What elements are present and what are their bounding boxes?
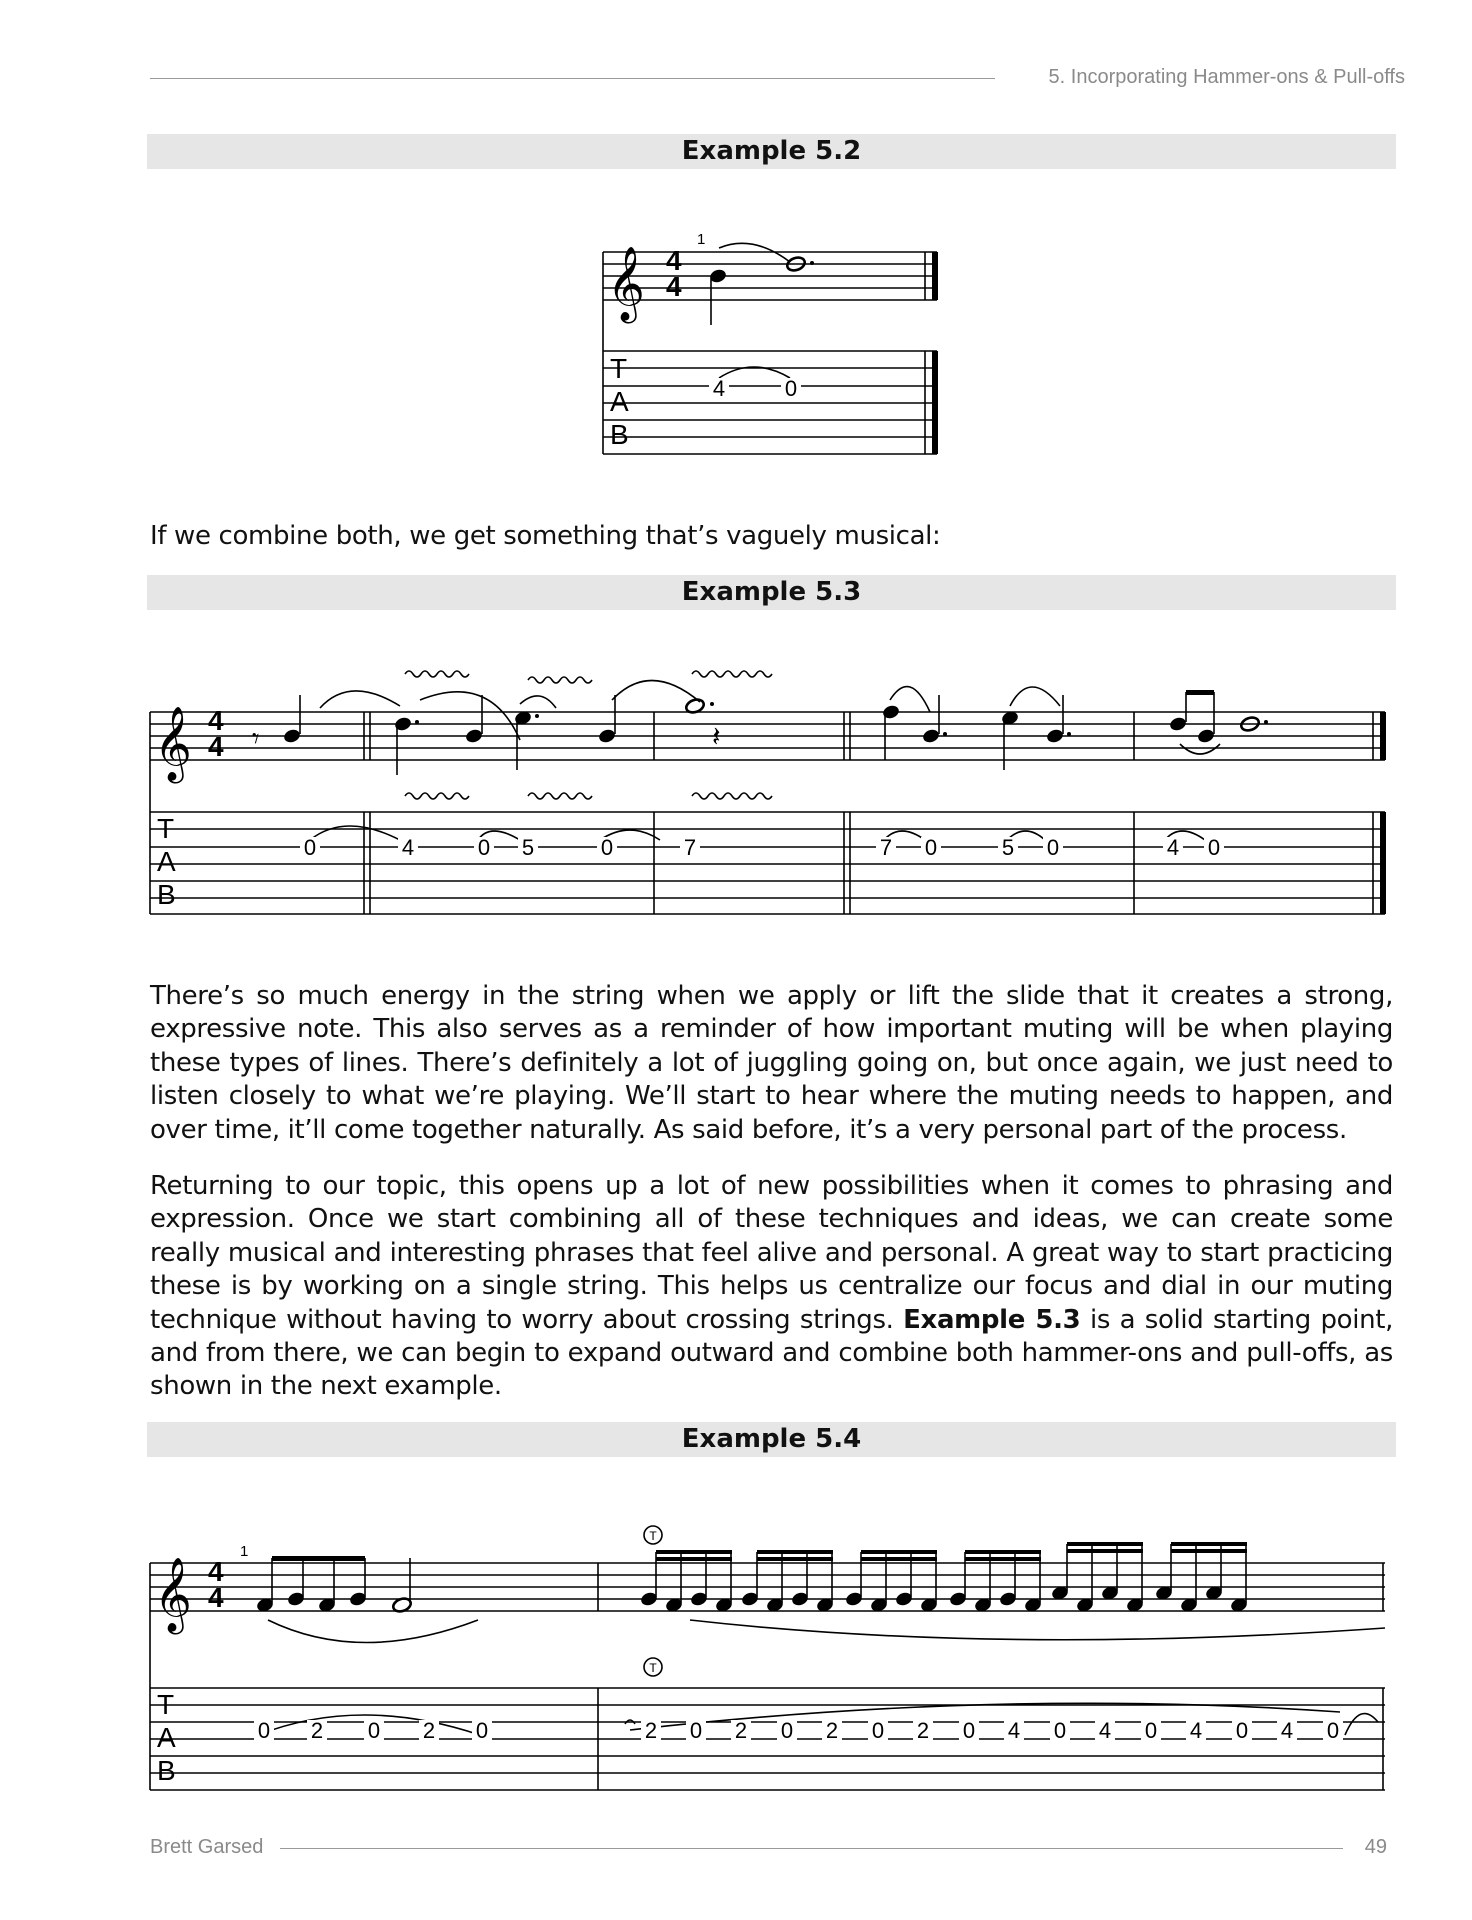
svg-text:T: T [649, 1661, 657, 1675]
example-5-2-title: Example 5.2 [147, 134, 1396, 169]
svg-text:0: 0 [600, 835, 614, 860]
intro-text: If we combine both, we get something that’s vaguely musical: [150, 521, 941, 551]
svg-text:0: 0 [871, 1718, 885, 1743]
svg-text:2: 2 [734, 1718, 748, 1743]
svg-text:4: 4 [1280, 1718, 1294, 1743]
svg-text:B: B [610, 419, 629, 450]
svg-text:𝄽: 𝄽 [712, 721, 721, 752]
svg-text:B: B [157, 1755, 176, 1786]
svg-text:B: B [157, 879, 176, 910]
svg-text:0: 0 [1235, 1718, 1249, 1743]
svg-text:2: 2 [825, 1718, 839, 1743]
svg-text:0: 0 [475, 1718, 489, 1743]
svg-text:4: 4 [666, 245, 682, 276]
measure-number: 1 [697, 231, 706, 248]
svg-text:4: 4 [208, 731, 224, 762]
svg-text:4: 4 [1189, 1718, 1203, 1743]
svg-text:T: T [649, 1529, 657, 1543]
svg-text:T: T [610, 353, 628, 384]
paragraph-2: Returning to our topic, this opens up a lot of new possibilities when it comes to phrasing and expression. Once we start combining all of these techniques and ideas, we can create some really musical and interesting phrases that feel alive and personal. A great way to start practicing these is by working on a single string. This helps us centralize our focus and dial in our muting technique without having to worry about crossing strings. Example 5.3 is a solid starting point, and from there, we can begin to expand outward and combine both hammer-ons and pull-offs, as shown in the next example. [150, 1171, 1393, 1402]
svg-text:𝄞: 𝄞 [154, 1558, 192, 1630]
svg-text:0: 0 [303, 835, 317, 860]
svg-text:0: 0 [924, 835, 938, 860]
svg-text:A: A [157, 1722, 176, 1753]
svg-text:𝄞: 𝄞 [607, 247, 645, 319]
svg-text:0: 0 [477, 835, 491, 860]
svg-text:4: 4 [1007, 1718, 1021, 1743]
footer-author: Brett Garsed [150, 1836, 264, 1858]
svg-text:0: 0 [962, 1718, 976, 1743]
svg-text:0: 0 [689, 1718, 703, 1743]
svg-text:2: 2 [422, 1718, 436, 1743]
svg-text:0: 0 [1326, 1718, 1340, 1743]
svg-text:T: T [157, 813, 175, 844]
page-number: 49 [1364, 1836, 1387, 1858]
svg-text:4: 4 [208, 705, 224, 736]
svg-text:𝄾: 𝄾 [252, 723, 260, 754]
svg-text:7: 7 [879, 835, 893, 860]
svg-text:2: 2 [310, 1718, 324, 1743]
svg-text:0: 0 [780, 1718, 794, 1743]
running-header: 5. Incorporating Hammer-ons & Pull-offs [1048, 66, 1405, 88]
svg-text:4: 4 [208, 1582, 224, 1613]
svg-text:4: 4 [666, 271, 682, 302]
example-5-4-title: Example 5.4 [147, 1422, 1396, 1457]
svg-text:T: T [157, 1689, 175, 1720]
svg-text:7: 7 [683, 835, 697, 860]
svg-text:0: 0 [784, 376, 798, 401]
example-5-3-title: Example 5.3 [147, 575, 1396, 610]
svg-text:0: 0 [1207, 835, 1221, 860]
svg-text:0: 0 [257, 1718, 271, 1743]
svg-text:0: 0 [1053, 1718, 1067, 1743]
svg-text:2: 2 [644, 1718, 658, 1743]
svg-text:4: 4 [1166, 835, 1180, 860]
svg-text:A: A [157, 846, 176, 877]
svg-text:2: 2 [916, 1718, 930, 1743]
svg-text:A: A [610, 386, 629, 417]
footer-rule [280, 1848, 1343, 1849]
svg-text:4: 4 [712, 376, 726, 401]
svg-text:4: 4 [401, 835, 415, 860]
svg-text:0: 0 [367, 1718, 381, 1743]
svg-text:4: 4 [1098, 1718, 1112, 1743]
svg-text:5: 5 [521, 835, 535, 860]
svg-text:4: 4 [208, 1556, 224, 1587]
svg-text:0: 0 [1046, 835, 1060, 860]
svg-text:𝄞: 𝄞 [154, 707, 192, 779]
svg-text:0: 0 [1144, 1718, 1158, 1743]
paragraph-1: There’s so much energy in the string when we apply or lift the slide that it creates a strong, expressive note. This also serves as a reminder of how important muting will be when playing these types of lines. There’s definitely a lot of juggling going on, but once again, we just need to listen closely to what we’re playing. We’ll start to hear where the muting needs to happen, and over time, it’ll come together naturally. As said before, it’s a very personal part of the process. [150, 981, 1393, 1145]
svg-text:5: 5 [1001, 835, 1015, 860]
measure-number: 1 [240, 1543, 249, 1560]
example-reference: Example 5.3 [903, 1304, 1081, 1335]
